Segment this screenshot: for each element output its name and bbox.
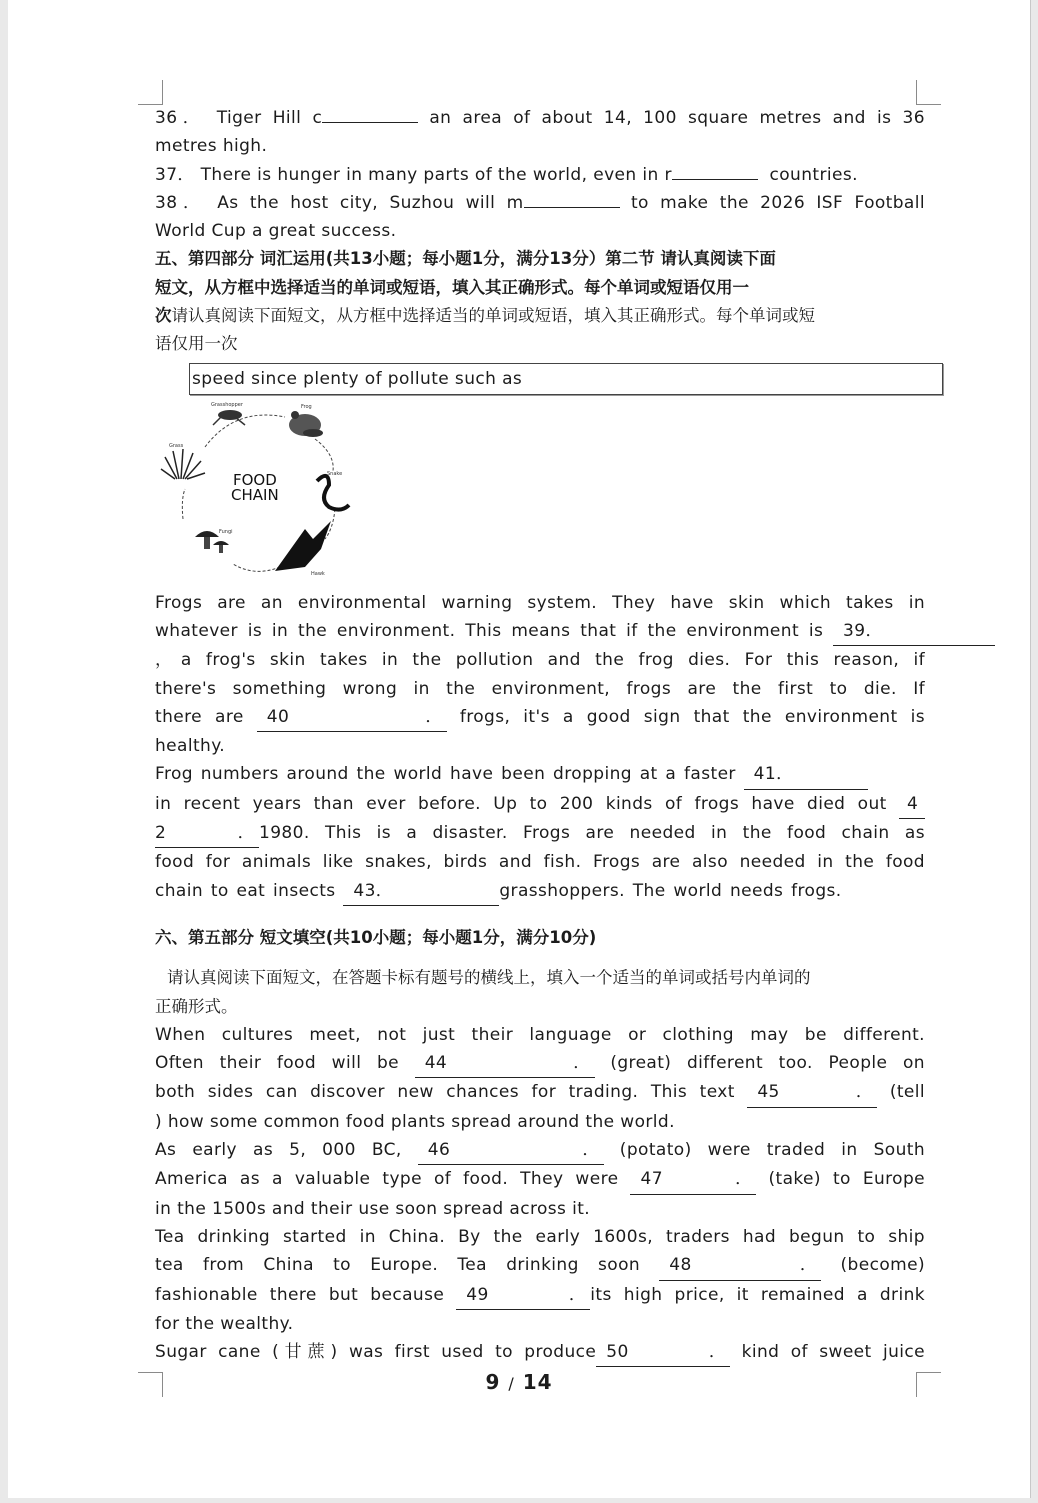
answer-blank-46[interactable]: 46． (418, 1136, 604, 1165)
snake-label: Snake (327, 470, 343, 477)
grass-icon (161, 449, 205, 479)
passage2-line: tea from China to Europe. Tea drinking soon 48． (become) (155, 1251, 925, 1280)
passage2-line: When cultures meet, not just their language or clothing may be different. (155, 1024, 925, 1045)
passage2-line: fashionable there but because 49． its high price, it remained a drink (155, 1281, 925, 1310)
passage1-line: there's something wrong in the environment, frogs are the first to die. If (155, 678, 925, 699)
passage1-line: food for animals like snakes, birds and fish. Frogs are also needed in the food (155, 852, 925, 873)
food-chain-title-1: FOOD (233, 470, 277, 489)
section-heading-part4: 五、第四部分 词汇运用(共13小题；每小题1分，满分13分）第二节 请认真阅读下面 (155, 249, 776, 269)
passage1-line: healthy. (155, 736, 226, 757)
question-36-cont: metres high. (155, 136, 268, 157)
passage1-line: whatever is in the environment. This means that if the environment is 39． (155, 617, 925, 646)
passage2-line: As early as 5, 000 BC, 46． (potato) were traded in South (155, 1136, 925, 1165)
food-chain-illustration (155, 399, 375, 593)
page-number: 9 / 14 (485, 1370, 553, 1394)
answer-blank-42-cont[interactable]: 2． (155, 819, 259, 848)
answer-blank-39[interactable]: 39． (833, 617, 995, 646)
crop-mark-top-left (138, 80, 163, 105)
answer-blank-44[interactable]: 44． (415, 1049, 595, 1078)
hawk-label: Hawk (311, 570, 325, 577)
passage1-line: chain to eat insects 43． grasshoppers. The world needs frogs. (155, 877, 925, 906)
hawk-icon (275, 521, 331, 571)
passage2-line: both sides can discover new chances for trading. This text 45． (tell (155, 1078, 925, 1107)
snake-icon (317, 476, 349, 510)
passage2-line: ) how some common food plants spread around the world. (155, 1111, 675, 1132)
answer-blank-50[interactable]: 50． (596, 1338, 730, 1367)
passage2-line: Sugar cane (甘蔗) was first used to produce 50． kind of sweet juice (155, 1338, 925, 1367)
answer-blank[interactable] (672, 161, 758, 180)
grasshopper-icon (213, 410, 245, 425)
passage1-line: there are 40． frogs, it's a good sign that the environment is (155, 703, 925, 732)
section-instruction-part5: 请认真阅读下面短文，在答题卡标有题号的横线上，填入一个适当的单词或括号内单词的 (167, 968, 811, 988)
answer-blank-43[interactable]: 43． (343, 877, 499, 906)
section-instruction: 次请认真阅读下面短文，从方框中选择适当的单词或短语，填入其正确形式。每个单词或短 (155, 306, 815, 326)
question-38-cont: World Cup a great success. (155, 221, 397, 242)
answer-blank-40[interactable]: 40． (257, 703, 447, 732)
grasshopper-label: Grasshopper (211, 401, 243, 408)
grass-label: Grass (169, 442, 184, 449)
answer-blank-41[interactable]: 41． (744, 760, 868, 789)
question-37: 37． There is hunger in many parts of the world, even in r countries. (155, 161, 925, 189)
passage2-line: America as a valuable type of food. They were 47． (take) to Europe (155, 1165, 925, 1194)
passage2-line: in the 1500s and their use soon spread across it. (155, 1198, 591, 1219)
food-chain-title-2: CHAIN (231, 485, 279, 504)
answer-blank-48[interactable]: 48． (659, 1251, 821, 1280)
section-heading-part5: 六、第五部分 短文填空(共10小题；每小题1分，满分10分) (155, 927, 597, 947)
passage2-line: Tea drinking started in China. By the early 1600s, traders had begun to ship (155, 1226, 925, 1247)
answer-blank-47[interactable]: 47． (630, 1165, 756, 1194)
passage1-line: 2． 1980. This is a disaster. Frogs are needed in the food chain as (155, 819, 925, 848)
frog-label: Frog (301, 403, 312, 410)
page-content (155, 104, 925, 1367)
passage1-line: Frogs are an environmental warning system. They have skin which takes in (155, 592, 925, 613)
passage1-line: Frog numbers around the world have been dropping at a faster 41． (155, 760, 925, 789)
frog-icon (289, 411, 323, 437)
answer-blank-42[interactable]: 4 (899, 790, 925, 819)
food-chain-diagram (155, 395, 925, 589)
section-instruction-part5-cont: 正确形式。 (155, 996, 238, 1016)
word-bank-box: speed since plenty of pollute such as (189, 363, 943, 395)
question-38: 38． As the host city, Suzhou will m to make the 2026 ISF Football (155, 189, 925, 217)
answer-blank[interactable] (524, 189, 620, 208)
crop-mark-top-right (916, 80, 941, 105)
question-36: 36． Tiger Hill c an area of about 14, 100 square metres and is 36 (155, 104, 925, 132)
answer-blank-45[interactable]: 45． (747, 1078, 877, 1107)
answer-blank-49[interactable]: 49． (456, 1281, 590, 1310)
section-instruction-cont: 语仅用一次 (155, 334, 238, 354)
passage2-line: Often their food will be 44． (great) different too. People on (155, 1049, 925, 1078)
section-heading-part4-cont: 短文，从方框中选择适当的单词或短语，填入其正确形式。每个单词或短语仅用一 (155, 277, 749, 297)
passage1-line: ，a frog's skin takes in the pollution and the frog dies. For this reason, if (155, 650, 925, 671)
passage1-line: in recent years than ever before. Up to 200 kinds of frogs have died out 4 (155, 790, 925, 819)
fungi-label: Fungi (219, 528, 233, 535)
answer-blank[interactable] (322, 104, 418, 123)
passage2-line: for the wealthy. (155, 1313, 294, 1334)
